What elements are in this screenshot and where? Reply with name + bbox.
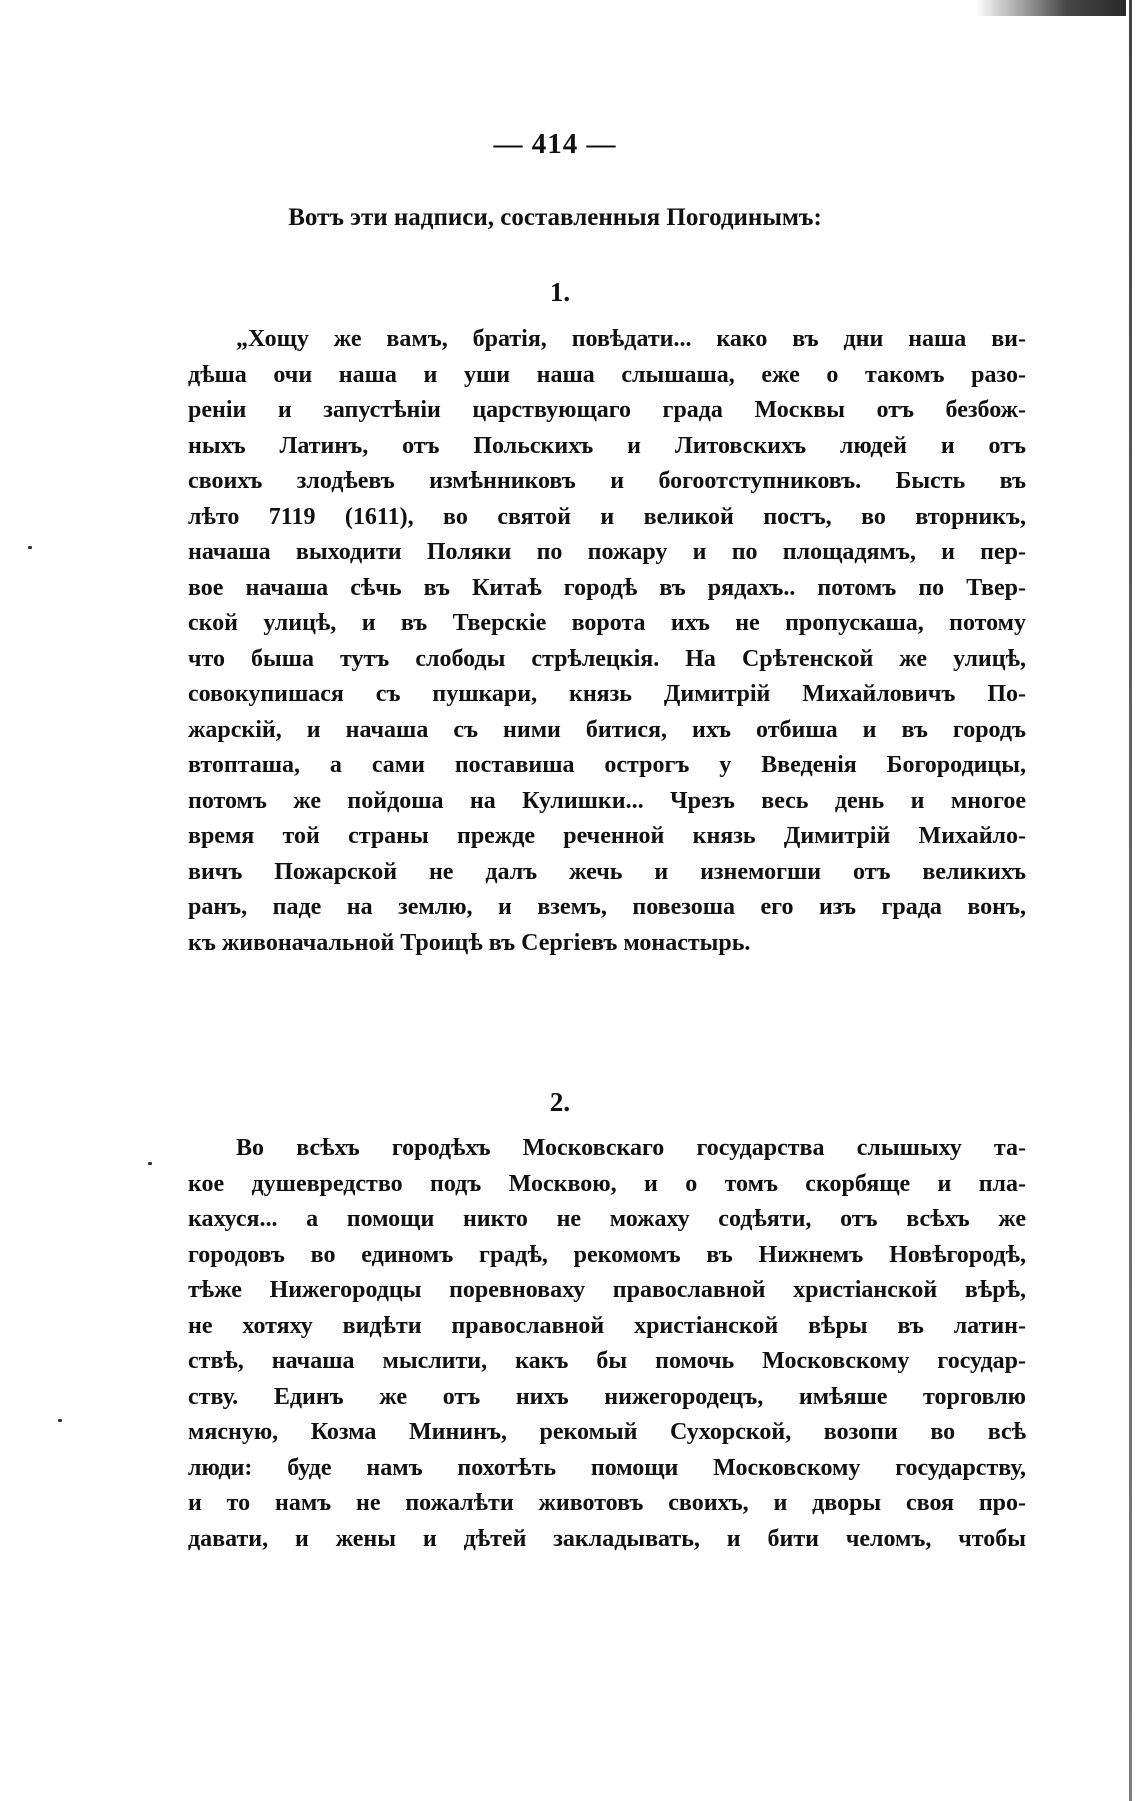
text-line: давати, и жены и дѣтей закладывать, и бити челомъ, чтобы (188, 1525, 1026, 1552)
text-line: что быша тутъ слободы стрѣлецкія. На Срѣтенской же улицѣ, (188, 645, 1026, 672)
section-2-text (188, 1131, 1026, 1557)
text-line: мясную, Козма Мининъ, рекомый Сухорской, возопи во всѣ (188, 1419, 1026, 1445)
text-line: ранъ, паде на землю, и вземъ, повезоша его изъ града вонъ, (188, 894, 1026, 920)
text-line: время той страны прежде реченной князь Димитрій Михайло- (188, 823, 1026, 849)
text-line: ствѣ, начаша мыслити, какъ бы помочь Московскому государ- (188, 1348, 1026, 1374)
scan-edge-line (1129, 0, 1132, 1801)
text-line: жарскій, и начаша съ ними битися, ихъ отбиша и въ городъ (188, 716, 1026, 743)
section-number: 1. (549, 277, 571, 307)
scan-artifact (976, 0, 1126, 16)
text-line: къ живоначальной Троицѣ въ Сергіевъ монастырь. (188, 929, 751, 956)
text-line: вичъ Пожарской не далъ жечь и изнемогши отъ великихъ (188, 858, 1026, 885)
text-line: люди: буде намъ похотѣть помощи Московскому государству, (188, 1454, 1026, 1481)
text-line: кахуся... а помощи никто не можаху содѣяти, отъ всѣхъ же (188, 1206, 1026, 1232)
text-line: ныхъ Латинъ, отъ Польскихъ и Литовскихъ людей и отъ (188, 432, 1026, 459)
text-line: своихъ злодѣевъ измѣнниковъ и богоотступниковъ. Бысть въ (188, 468, 1026, 494)
text-line: ской улицѣ, и въ Тверскіе ворота ихъ не пропускаша, потому (188, 610, 1026, 636)
text-line: начаша выходити Поляки по пожару и по площадямъ, и пер- (188, 539, 1026, 565)
text-line: и то намъ не пожалѣти животовъ своихъ, и дворы своя про- (188, 1490, 1026, 1516)
text-line: лѣто 7119 (1611), во святой и великой постъ, во вторникъ, (188, 503, 1026, 530)
text-line: вое начаша сѣчь въ Китаѣ городѣ въ рядахъ.. потомъ по Твер- (188, 574, 1026, 601)
scan-dot (58, 1419, 62, 1422)
text-line: совокупишася съ пушкари, князь Димитрій Михайловичъ По- (188, 681, 1026, 707)
text-line: тѣже Нижегородцы поревноваху православной христіанской вѣрѣ, (188, 1277, 1026, 1303)
section-number: 2. (549, 1087, 571, 1117)
text-line: не хотяху видѣти православной христіанской вѣры въ латин- (188, 1312, 1026, 1339)
text-line: ству. Единъ же отъ нихъ нижегородецъ, имѣяше торговлю (188, 1383, 1026, 1410)
text-line: втопташа, а сами поставиша острогъ у Введенія Богородицы, (188, 752, 1026, 778)
section-1-text (188, 322, 1026, 961)
text-line: реніи и запустѣніи царствующаго града Москвы отъ безбож- (188, 397, 1026, 423)
text-line: городовъ во единомъ градѣ, рекомомъ въ Нижнемъ Новѣгородѣ, (188, 1241, 1026, 1268)
text-line: „Хощу же вамъ, братія, повѣдати... како въ дни наша ви- (236, 326, 1026, 352)
intro-line: Вотъ эти надписи, составленныя Погодинымъ: (288, 204, 822, 231)
text-line: дѣша очи наша и уши наша слышаша, еже о такомъ разо- (188, 361, 1026, 388)
text-line: потомъ же пойдоша на Кулишки... Чрезъ весь день и многое (188, 787, 1026, 814)
page-number: — 414 — (493, 128, 617, 160)
text-line: Во всѣхъ городѣхъ Московскаго государства слышыху та- (236, 1135, 1026, 1161)
scan-dot (28, 546, 32, 549)
scan-dot (148, 1162, 152, 1165)
text-line: кое душевредство подъ Москвою, и о томъ скорбяще и пла- (188, 1170, 1026, 1197)
